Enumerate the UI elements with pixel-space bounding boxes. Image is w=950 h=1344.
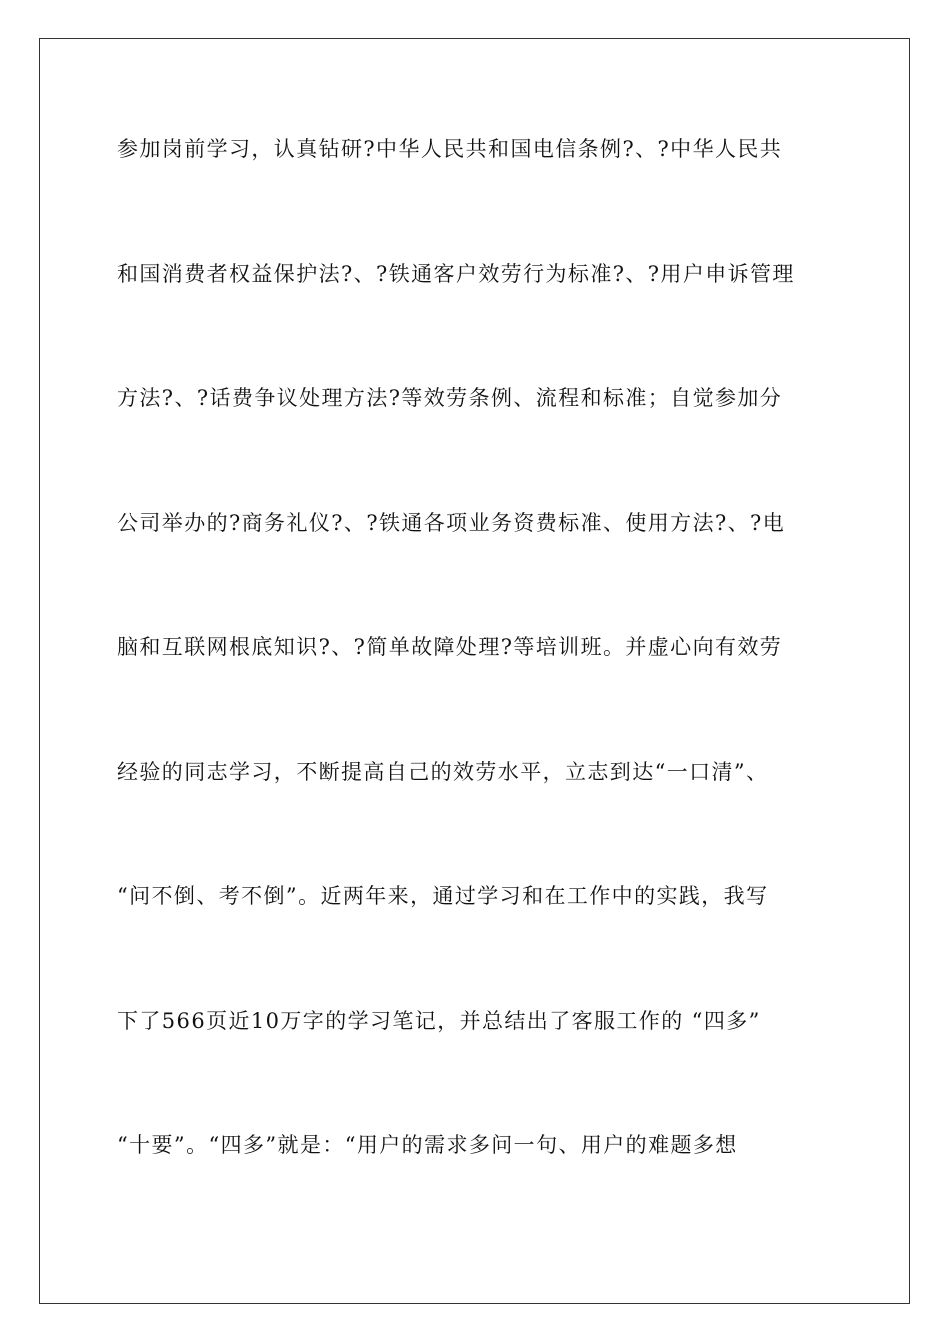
body-text-line-2: 和国消费者权益保护法?、?铁通客户效劳行为标准?、?用户申诉管理 [117, 262, 795, 286]
body-text-line-1: 参加岗前学习，认真钻研?中华人民共和国电信条例?、?中华人民共 [117, 137, 783, 161]
body-text-line-7: “问不倒、考不倒”。近两年来，通过学习和在工作中的实践，我写 [117, 884, 769, 908]
body-text-line-9: “十要”。“四多”就是：“用户的需求多问一句、用户的难题多想 [117, 1133, 738, 1157]
body-text-line-4: 公司举办的?商务礼仪?、?铁通各项业务资费标准、使用方法?、?电 [117, 511, 786, 535]
page-border [39, 38, 910, 1304]
body-text-line-5: 脑和互联网根底知识?、?简单故障处理?等培训班。并虚心向有效劳 [117, 635, 783, 659]
body-text-line-6: 经验的同志学习，不断提高自己的效劳水平，立志到达“一口清”、 [117, 760, 769, 784]
body-text-line-8: 下了566页近10万字的学习笔记，并总结出了客服工作的 “四多” [117, 1009, 761, 1033]
body-text-line-3: 方法?、?话费争议处理方法?等效劳条例、流程和标准；自觉参加分 [117, 386, 783, 410]
